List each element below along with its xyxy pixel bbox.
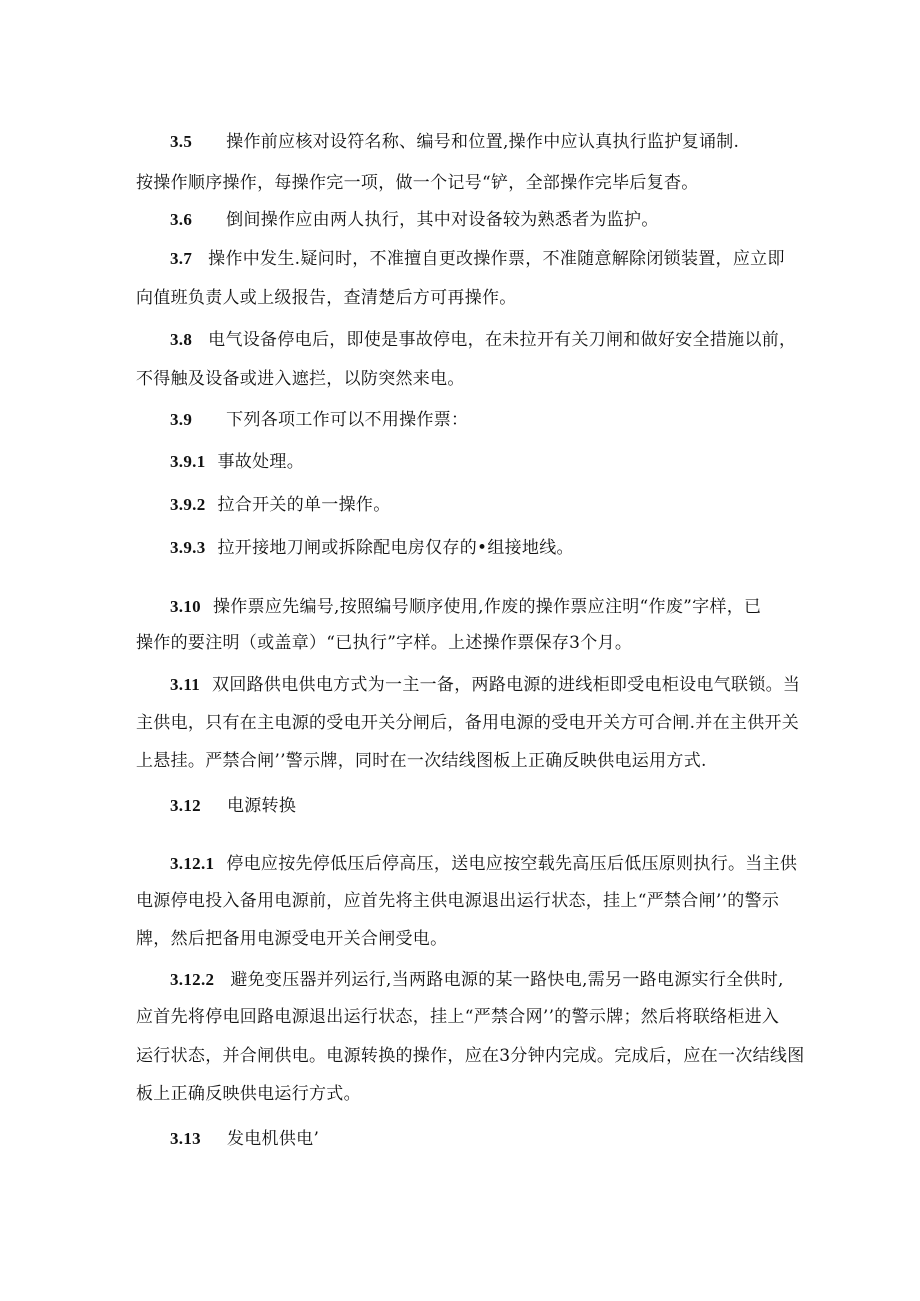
section-text: 牌，然后把备用电源受电开关合闸受电。 [136, 929, 448, 949]
section-text: 不得触及设备或进入遮拦，以防突然来电。 [136, 369, 465, 389]
section-text: 应首先将停电回路电源退出运行状态，挂上“严禁合网’’的警示牌；然后将联络柜进入 [136, 1007, 780, 1027]
section-text: 下列各项工作可以不用操作票： [226, 410, 469, 430]
section-text: 倒间操作应由两人执行，其中对设备较为熟悉者为监护。 [226, 210, 659, 230]
section-number: 3.9.2 [170, 495, 206, 514]
section-3-9-3-line-1 [170, 537, 574, 559]
section-3-12-2-line-3 [136, 1045, 805, 1067]
section-number: 3.11 [170, 675, 201, 694]
section-text: 主供电，只有在主电源的受电开关分闸后，备用电源的受电开关方可合闸.并在主供开关 [136, 713, 800, 733]
section-3-10-line-1 [170, 596, 761, 618]
section-3-7-line-1 [170, 248, 785, 270]
section-3-11-line-3 [136, 750, 707, 772]
section-text: 向值班负责人或上级报告，查清楚后方可再操作。 [136, 288, 517, 308]
section-number: 3.12.1 [170, 854, 215, 873]
section-number: 3.10 [170, 597, 201, 616]
section-number: 3.9.1 [170, 452, 206, 471]
section-3-12-2-line-2 [136, 1006, 779, 1028]
section-3-7-line-2 [136, 287, 517, 309]
section-text: 运行状态，并合闸供电。电源转换的操作，应在3分钟内完成。完成后，应在一次结线图 [136, 1046, 805, 1066]
section-number: 3.7 [170, 249, 193, 268]
section-number: 3.9.3 [170, 538, 206, 557]
section-3-12-1-line-2 [136, 890, 779, 912]
section-3-8-line-2 [136, 368, 465, 390]
section-3-8-line-1 [170, 329, 796, 351]
section-number: 3.9 [170, 410, 193, 429]
section-3-9-1-line-1 [170, 451, 304, 473]
section-3-11-line-2 [136, 712, 799, 734]
section-text: 发电机供电’ [226, 1129, 320, 1149]
section-3-9-2-line-1 [170, 494, 391, 516]
section-text: 操作的要注明（或盖章）“已执行”字样。上述操作票保存3个月。 [136, 633, 633, 653]
section-text: 拉开接地刀闸或拆除配电房仅存的•组接地线。 [217, 538, 574, 558]
section-3-5-line-2 [136, 172, 699, 194]
section-3-13-line-1 [170, 1128, 319, 1150]
section-number: 3.12 [170, 796, 201, 815]
section-text: 停电应按先停低压后停高压，送电应按空载先高压后低压原则执行。当主供 [226, 854, 798, 874]
section-text: 操作前应核对设符名称、编号和位置,操作中应认真执行监护复诵制. [226, 132, 740, 152]
section-text: 操作票应先编号,按照编号顺序使用,作废的操作票应注明“作废”字样，已 [212, 597, 762, 617]
section-number: 3.5 [170, 132, 193, 151]
section-3-12-2-line-4 [136, 1083, 361, 1105]
section-text: 上悬挂。严禁合闸’’警示牌，同时在一次结线图板上正确反映供电运用方式. [136, 751, 707, 771]
section-text: 电源停电投入备用电源前，应首先将主供电源退出运行状态，挂上“严禁合闸’’的警示 [136, 891, 780, 911]
section-text: 避免变压器并列运行,当两路电源的某一路快电,需另一路电源实行全供时, [230, 970, 784, 990]
section-3-12-1-line-3 [136, 928, 447, 950]
section-text: 电气设备停电后，即使是事故停电，在未拉开有关刀闸和做好安全措施以前， [208, 330, 797, 350]
section-text: 操作中发生.疑问时，不准擅自更改操作票，不准随意解除闭锁装置，应立即 [208, 249, 785, 269]
section-text: 双回路供电供电方式为一主一备，两路电源的进线柜即受电柜设电气联锁。当 [212, 675, 801, 695]
section-text: 事故处理。 [217, 452, 304, 472]
section-number: 3.6 [170, 210, 193, 229]
section-text: 板上正确反映供电运行方式。 [136, 1084, 361, 1104]
section-3-12-2-line-1 [170, 969, 784, 991]
section-3-12-line-1 [170, 795, 296, 817]
section-text: 拉合开关的单一操作。 [217, 495, 391, 515]
section-3-9-line-1 [170, 409, 468, 431]
section-number: 3.12.2 [170, 970, 215, 989]
section-3-11-line-1 [170, 674, 800, 696]
section-3-12-1-line-1 [170, 853, 797, 875]
section-text: 电源转换 [226, 796, 297, 816]
section-3-5-line-1 [170, 131, 739, 153]
section-3-10-line-2 [136, 632, 632, 654]
section-number: 3.8 [170, 330, 193, 349]
section-3-6-line-1 [170, 209, 659, 231]
section-text: 按操作顺序操作，每操作完一项，做一个记号“铲，全部操作完毕后复杳。 [136, 173, 699, 193]
section-number: 3.13 [170, 1129, 201, 1148]
